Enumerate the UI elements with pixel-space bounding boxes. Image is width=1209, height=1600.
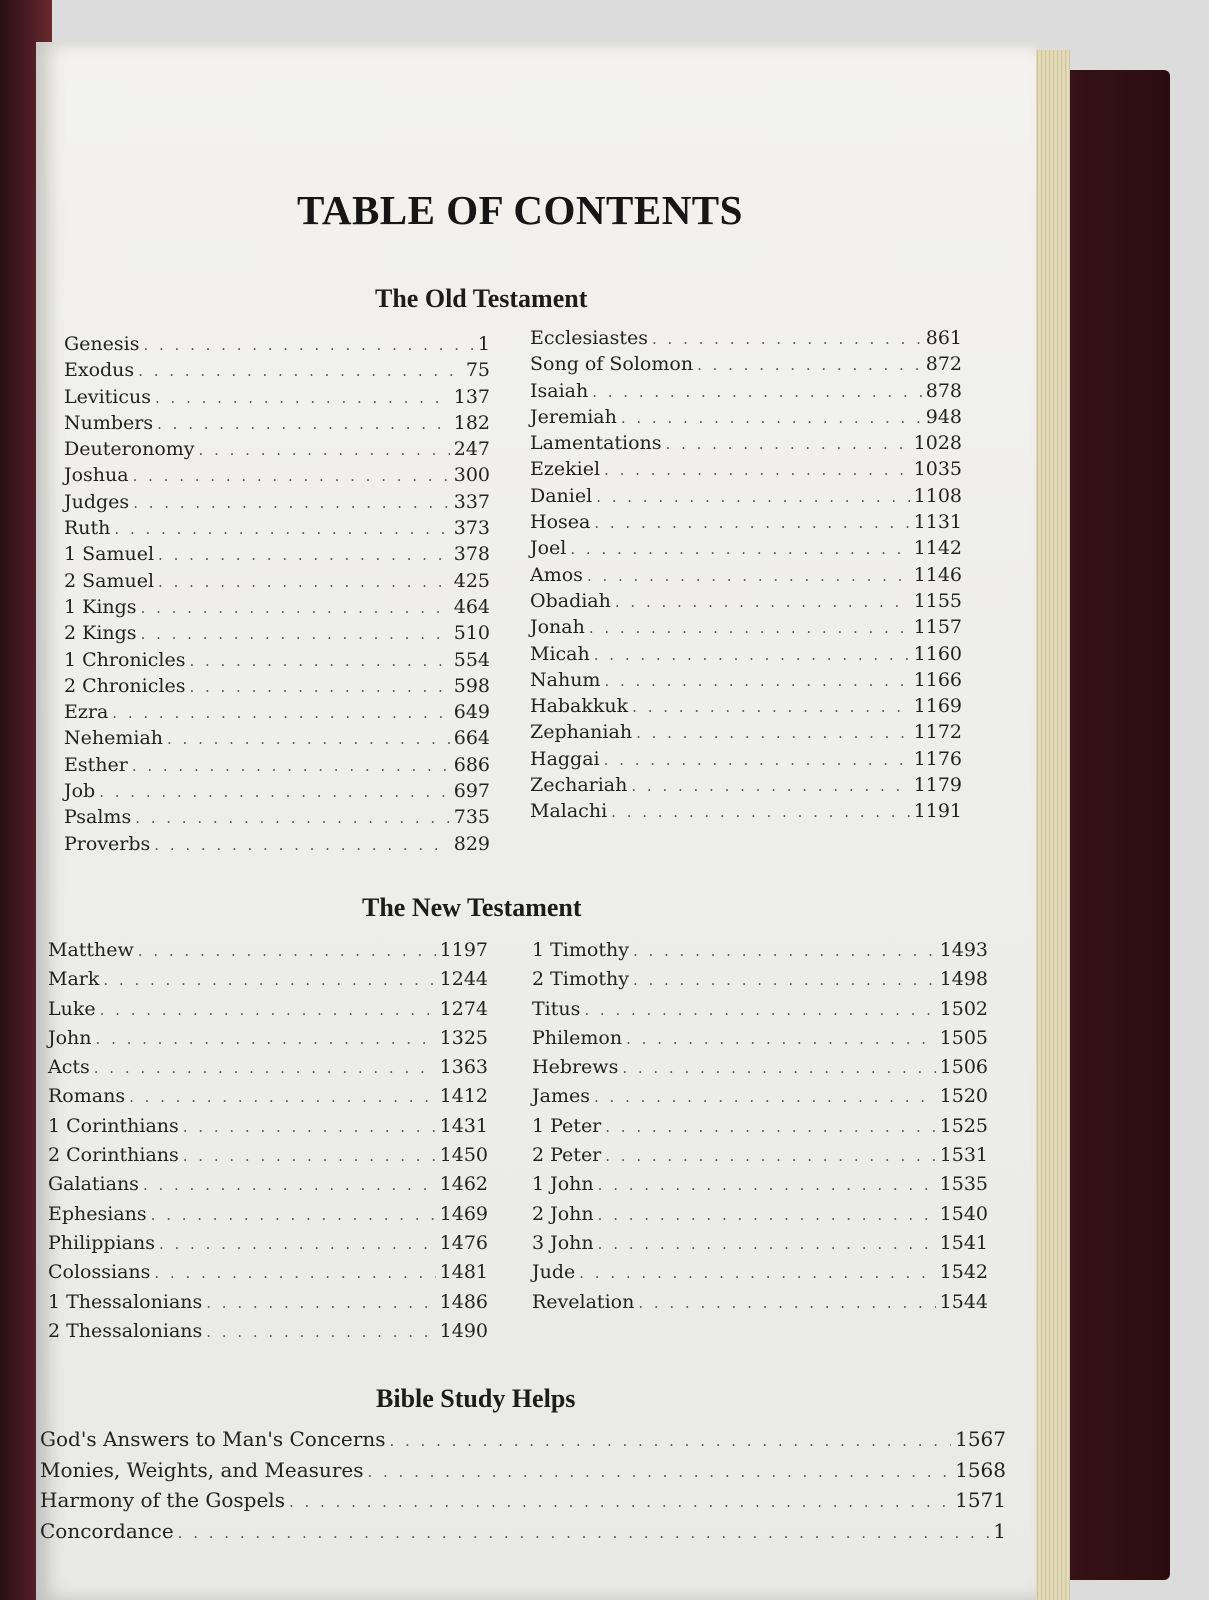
entry-page-number: 1146 (913, 563, 962, 586)
toc-entry (48, 939, 488, 968)
toc-entry (532, 1203, 988, 1232)
entry-title: 3 John (532, 1231, 594, 1254)
entry-title: Jonah (530, 616, 585, 639)
toc-entry (64, 780, 490, 806)
entry-page-number: 1160 (913, 642, 962, 665)
dot-leader (183, 1147, 436, 1165)
toc-entry (530, 695, 962, 721)
entry-title: Jeremiah (530, 405, 617, 428)
entry-title: 1 Timothy (532, 939, 629, 961)
page-title: TABLE OF CONTENTS (297, 187, 743, 233)
dot-leader (611, 803, 909, 821)
entry-page-number: 829 (453, 832, 490, 855)
dot-leader (138, 362, 462, 380)
study-helps-list (40, 1427, 1006, 1549)
entry-page-number: 1155 (913, 589, 962, 612)
dot-leader (151, 1206, 436, 1224)
entry-title: Ecclesiastes (530, 327, 649, 349)
entry-title: Lamentations (530, 432, 662, 455)
dot-leader (587, 567, 910, 585)
toc-entry (64, 754, 490, 780)
entry-title: Numbers (64, 411, 154, 434)
toc-entry (48, 998, 488, 1027)
dot-leader (598, 1235, 936, 1253)
entry-title: Monies, Weights, and Measures (40, 1457, 364, 1482)
entry-title: Habakkuk (530, 695, 629, 718)
dot-leader (143, 336, 473, 354)
entry-title: Nahum (530, 668, 601, 691)
entry-page-number: 1481 (439, 1261, 488, 1284)
dot-leader (604, 672, 909, 690)
entry-title: Concordance (40, 1518, 174, 1543)
toc-entry (530, 800, 962, 826)
entry-title: 2 John (532, 1202, 594, 1225)
entry-title: Joshua (64, 464, 129, 487)
entry-title: Song of Solomon (530, 353, 694, 376)
toc-entry (532, 939, 988, 968)
toc-entry (530, 406, 962, 432)
new-testament-right-column (532, 939, 988, 1320)
entry-page-number: 510 (453, 622, 490, 645)
entry-page-number: 664 (453, 727, 490, 750)
toc-entry (48, 1144, 488, 1173)
entry-page-number: 1541 (939, 1231, 988, 1254)
toc-entry (530, 590, 962, 616)
old-testament-heading: The Old Testament (375, 284, 588, 313)
entry-title: Haggai (530, 747, 600, 770)
entry-title: John (48, 1026, 92, 1049)
entry-title: Isaiah (530, 379, 589, 402)
entry-page-number: 1179 (913, 774, 962, 797)
entry-title: God's Answers to Man's Concerns (40, 1427, 386, 1451)
entry-title: Philippians (48, 1231, 155, 1254)
toc-entry (530, 511, 962, 537)
toc-entry (530, 485, 962, 511)
entry-page-number: 554 (453, 648, 490, 671)
entry-title: Harmony of the Gospels (40, 1488, 285, 1512)
entry-title: 2 Corinthians (48, 1144, 179, 1167)
entry-title: Ezra (64, 701, 109, 724)
dot-leader (189, 678, 449, 696)
toc-entry (64, 596, 490, 622)
toc-entry (532, 1056, 988, 1085)
entry-page-number: 1567 (955, 1427, 1006, 1451)
toc-entry (530, 380, 962, 406)
dot-leader (622, 1059, 935, 1077)
toc-entry (530, 353, 962, 379)
entry-page-number: 464 (453, 595, 490, 618)
dot-leader (158, 573, 450, 591)
entry-page-number: 1191 (913, 800, 962, 823)
entry-page-number: 1166 (913, 668, 962, 691)
toc-entry (530, 564, 962, 590)
entry-title: 1 Peter (532, 1114, 602, 1137)
toc-entry (530, 432, 962, 458)
dot-leader (155, 389, 450, 407)
toc-entry (532, 1115, 988, 1144)
toc-entry (64, 491, 490, 517)
entry-page-number: 1476 (439, 1231, 488, 1254)
dot-leader (206, 1323, 435, 1341)
dot-leader (154, 1264, 435, 1282)
new-testament-heading: The New Testament (362, 893, 582, 922)
entry-title: Leviticus (64, 385, 152, 408)
dot-leader (621, 409, 922, 427)
entry-page-number: 373 (453, 517, 490, 540)
entry-title: 1 Samuel (64, 543, 155, 566)
toc-entry (64, 701, 490, 727)
toc-entry (64, 675, 490, 701)
dot-leader (697, 356, 922, 374)
entry-title: Joel (530, 537, 567, 560)
entry-title: Romans (48, 1085, 126, 1108)
dot-leader (133, 494, 450, 512)
dot-leader (199, 441, 450, 459)
dot-leader (615, 593, 910, 611)
dot-leader (96, 1030, 436, 1048)
entry-page-number: 1035 (913, 458, 962, 481)
toc-entry (532, 1144, 988, 1173)
dot-leader (589, 619, 910, 637)
entry-title: Nehemiah (64, 727, 164, 750)
toc-entry (48, 968, 488, 997)
dot-leader (584, 1001, 935, 1019)
entry-title: Job (64, 780, 96, 803)
dot-leader (141, 599, 450, 617)
dot-leader (158, 546, 450, 564)
entry-page-number: 861 (925, 327, 962, 349)
toc-entry (530, 616, 962, 642)
dot-leader (605, 1118, 935, 1136)
entry-page-number: 686 (453, 753, 490, 776)
entry-title: 2 Timothy (532, 968, 629, 991)
toc-entry (40, 1458, 1006, 1489)
entry-title: Philemon (532, 1026, 623, 1049)
dot-leader (159, 1235, 436, 1253)
dot-leader (289, 1493, 951, 1511)
entry-page-number: 1 (993, 1518, 1006, 1543)
dot-leader (632, 698, 909, 716)
entry-page-number: 878 (925, 379, 962, 402)
entry-page-number: 1535 (939, 1173, 988, 1196)
entry-title: Proverbs (64, 832, 151, 855)
toc-entry (64, 438, 490, 464)
dot-leader (133, 467, 450, 485)
entry-title: Deuteronomy (64, 438, 195, 461)
toc-entry (64, 622, 490, 648)
entry-page-number: 378 (453, 543, 490, 566)
entry-page-number: 1157 (913, 616, 962, 639)
toc-entry (48, 1085, 488, 1114)
page-edges (1030, 50, 1070, 1600)
entry-title: Zechariah (530, 774, 628, 797)
toc-entry (40, 1488, 1006, 1519)
entry-title: Obadiah (530, 589, 611, 612)
toc-entry (532, 998, 988, 1027)
toc-entry (532, 968, 988, 997)
entry-page-number: 1498 (939, 968, 988, 991)
entry-page-number: 1363 (439, 1056, 488, 1079)
toc-entry (64, 543, 490, 569)
toc-entry (64, 464, 490, 490)
entry-title: 1 Thessalonians (48, 1290, 203, 1313)
dot-leader (570, 540, 909, 558)
dot-leader (183, 1118, 436, 1136)
entry-title: Daniel (530, 484, 593, 507)
toc-entry (64, 386, 490, 412)
entry-title: James (532, 1085, 590, 1108)
toc-entry (64, 727, 490, 753)
entry-page-number: 1172 (913, 721, 962, 744)
entry-title: Ezekiel (530, 458, 601, 481)
entry-page-number: 1 (477, 333, 490, 355)
entry-page-number: 300 (453, 464, 490, 487)
toc-entry (530, 774, 962, 800)
dot-leader (154, 836, 449, 854)
entry-title: Acts (48, 1056, 90, 1079)
toc-entry (48, 1056, 488, 1085)
dot-leader (112, 704, 449, 722)
entry-title: 2 Kings (64, 622, 137, 645)
dot-leader (132, 757, 450, 775)
entry-title: Exodus (64, 359, 135, 382)
entry-title: Hebrews (532, 1056, 619, 1079)
toc-entry (40, 1427, 1006, 1458)
entry-page-number: 1568 (955, 1457, 1006, 1482)
dot-leader (652, 330, 922, 348)
dot-leader (100, 1001, 436, 1019)
dot-leader (596, 488, 909, 506)
entry-page-number: 1325 (439, 1026, 488, 1049)
entry-page-number: 649 (453, 701, 490, 724)
entry-title: Galatians (48, 1173, 139, 1196)
dot-leader (605, 1147, 935, 1165)
dot-leader (129, 1088, 436, 1106)
dot-leader (626, 1030, 936, 1048)
toc-entry (64, 517, 490, 543)
study-helps-heading: Bible Study Helps (376, 1384, 576, 1413)
old-testament-right-column (530, 327, 962, 827)
entry-page-number: 1540 (939, 1202, 988, 1225)
entry-page-number: 1542 (939, 1261, 988, 1284)
toc-entry (530, 643, 962, 669)
dot-leader (141, 625, 450, 643)
dot-leader (604, 461, 910, 479)
entry-title: Luke (48, 997, 96, 1020)
dot-leader (598, 1206, 936, 1224)
entry-title: Genesis (64, 333, 140, 355)
entry-page-number: 1525 (939, 1114, 988, 1137)
toc-entry (48, 1291, 488, 1320)
dot-leader (135, 809, 450, 827)
toc-entry (40, 1519, 1006, 1550)
dot-leader (594, 1088, 936, 1106)
toc-entry (64, 570, 490, 596)
entry-title: 1 Chronicles (64, 648, 186, 671)
entry-page-number: 1274 (439, 997, 488, 1020)
entry-page-number: 697 (453, 780, 490, 803)
toc-entry (64, 649, 490, 675)
dot-leader (99, 783, 450, 801)
entry-title: Zephaniah (530, 721, 633, 744)
entry-title: Mark (48, 968, 100, 991)
dot-leader (594, 646, 910, 664)
entry-page-number: 75 (465, 359, 490, 382)
toc-entry (48, 1173, 488, 1202)
entry-title: Malachi (530, 800, 608, 823)
entry-title: Matthew (48, 939, 134, 961)
dot-leader (598, 1176, 936, 1194)
entry-title: Amos (530, 563, 583, 586)
entry-page-number: 1486 (439, 1290, 488, 1313)
dot-leader (633, 971, 936, 989)
entry-page-number: 1412 (439, 1085, 488, 1108)
toc-entry (530, 327, 962, 353)
entry-page-number: 1244 (439, 968, 488, 991)
toc-entry (530, 721, 962, 747)
entry-title: Jude (532, 1261, 576, 1284)
toc-entry (532, 1085, 988, 1114)
entry-page-number: 1531 (939, 1144, 988, 1167)
dot-leader (167, 730, 450, 748)
entry-page-number: 1028 (913, 432, 962, 455)
toc-entry (48, 1115, 488, 1144)
entry-page-number: 1493 (939, 939, 988, 961)
toc-entry (530, 748, 962, 774)
entry-page-number: 1462 (439, 1173, 488, 1196)
toc-entry (532, 1173, 988, 1202)
toc-entry (64, 359, 490, 385)
entry-title: Judges (64, 490, 130, 513)
toc-entry (64, 412, 490, 438)
entry-page-number: 1520 (939, 1085, 988, 1108)
entry-page-number: 1197 (439, 939, 488, 961)
entry-page-number: 1131 (913, 511, 962, 534)
entry-title: Hosea (530, 511, 591, 534)
entry-page-number: 425 (453, 569, 490, 592)
entry-page-number: 1431 (439, 1114, 488, 1137)
entry-page-number: 1142 (913, 537, 962, 560)
dot-leader (103, 971, 435, 989)
entry-page-number: 137 (453, 385, 490, 408)
toc-entry (530, 537, 962, 563)
entry-page-number: 1506 (939, 1056, 988, 1079)
entry-page-number: 948 (925, 405, 962, 428)
entry-page-number: 1169 (913, 695, 962, 718)
entry-title: Colossians (48, 1261, 151, 1284)
toc-entry (48, 1261, 488, 1290)
entry-title: Psalms (64, 806, 132, 829)
dot-leader (604, 751, 910, 769)
entry-title: 2 Samuel (64, 569, 155, 592)
toc-entry (532, 1291, 988, 1320)
entry-title: 2 Peter (532, 1144, 602, 1167)
old-testament-left-column (64, 333, 490, 859)
entry-page-number: 247 (453, 438, 490, 461)
dot-leader (157, 415, 450, 433)
entry-title: 1 Corinthians (48, 1114, 179, 1137)
toc-entry (530, 458, 962, 484)
entry-page-number: 1544 (939, 1290, 988, 1313)
toc-entry (532, 1027, 988, 1056)
toc-entry (64, 806, 490, 832)
entry-title: Micah (530, 642, 590, 665)
dot-leader (579, 1264, 935, 1282)
entry-title: Ephesians (48, 1202, 147, 1225)
dot-leader (206, 1294, 435, 1312)
dot-leader (143, 1176, 436, 1194)
dot-leader (138, 942, 436, 960)
dot-leader (638, 1294, 935, 1312)
entry-page-number: 1490 (439, 1319, 488, 1342)
new-testament-left-column (48, 939, 488, 1349)
entry-page-number: 1505 (939, 1026, 988, 1049)
entry-page-number: 1571 (955, 1488, 1006, 1512)
toc-entry (48, 1203, 488, 1232)
toc-entry (48, 1027, 488, 1056)
entry-page-number: 182 (453, 411, 490, 434)
entry-page-number: 1469 (439, 1202, 488, 1225)
toc-entry (48, 1232, 488, 1261)
dot-leader (636, 724, 910, 742)
toc-entry (64, 833, 490, 859)
entry-page-number: 872 (925, 353, 962, 376)
entry-title: 2 Chronicles (64, 674, 186, 697)
entry-page-number: 1176 (913, 747, 962, 770)
entry-page-number: 1502 (939, 997, 988, 1020)
dot-leader (94, 1059, 436, 1077)
toc-entry (532, 1261, 988, 1290)
entry-title: Ruth (64, 517, 111, 540)
entry-title: 1 John (532, 1173, 594, 1196)
dot-leader (631, 777, 909, 795)
entry-page-number: 735 (453, 806, 490, 829)
dot-leader (114, 520, 449, 538)
dot-leader (389, 1432, 951, 1450)
entry-title: 1 Kings (64, 595, 137, 618)
entry-title: Esther (64, 753, 128, 776)
toc-entry (48, 1320, 488, 1349)
dot-leader (594, 514, 909, 532)
entry-title: 2 Thessalonians (48, 1319, 203, 1342)
entry-page-number: 1450 (439, 1144, 488, 1167)
entry-title: Revelation (532, 1290, 635, 1313)
entry-page-number: 598 (453, 674, 490, 697)
dot-leader (666, 435, 910, 453)
toc-entry (64, 333, 490, 359)
toc-entry (532, 1232, 988, 1261)
dot-leader (178, 1524, 990, 1542)
dot-leader (592, 383, 922, 401)
toc-entry (530, 669, 962, 695)
dot-leader (367, 1463, 951, 1481)
entry-page-number: 337 (453, 490, 490, 513)
entry-title: Titus (532, 997, 581, 1020)
dot-leader (633, 942, 936, 960)
entry-page-number: 1108 (913, 484, 962, 507)
dot-leader (189, 652, 449, 670)
